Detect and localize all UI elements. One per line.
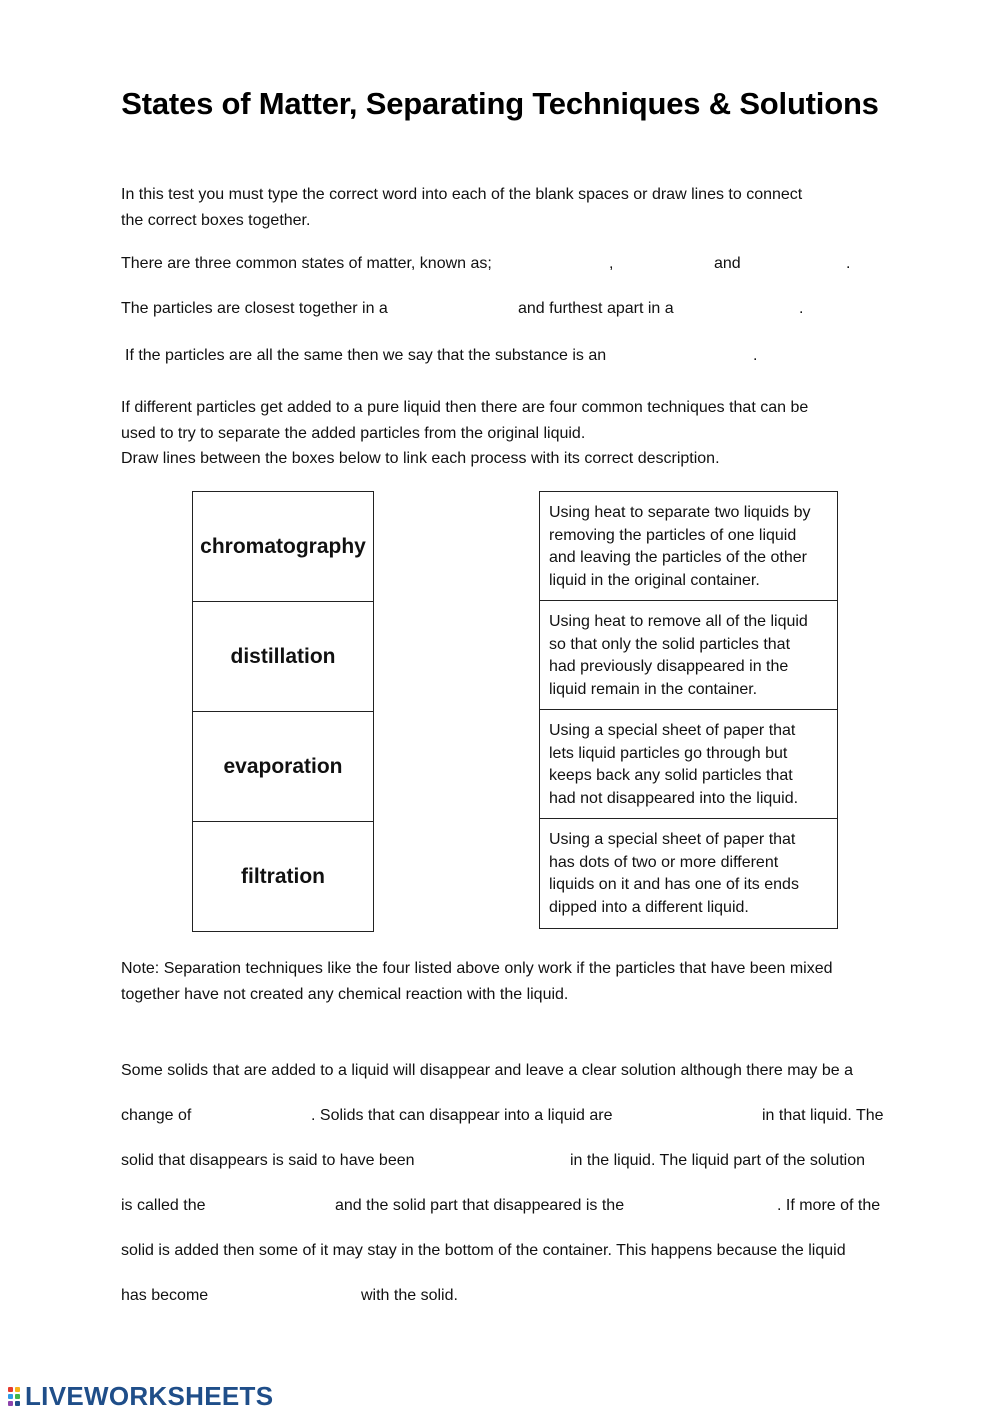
liveworksheets-brand: LIVEWORKSHEETS [25,1381,274,1411]
separation-intro-2: used to try to separate the added particles from the original liquid. [121,425,586,442]
description-line: keeps back any solid particles that [549,767,793,784]
solutions-line-4a: is called the [121,1197,206,1214]
description-line: lets liquid particles go through but [549,744,788,762]
change-of-blank[interactable] [198,1104,312,1130]
term-box-distillation[interactable]: distillation [193,602,373,712]
description-line: had previously disappeared in the [549,658,789,675]
description-box-1[interactable] [540,492,837,601]
solute-blank[interactable] [649,1194,777,1220]
state-blank-2[interactable] [618,252,714,278]
state-blank-1[interactable] [520,252,610,278]
term-box-chromatography[interactable]: chromatography [193,492,373,602]
page-title: States of Matter, Separating Techniques & Solutions [121,86,879,121]
solutions-line-2a: change of [121,1107,192,1124]
solutions-line-2b: . Solids that can disappear into a liquid are [311,1107,613,1124]
term-box-filtration[interactable]: filtration [241,864,325,888]
pure-substance-blank[interactable] [637,344,754,370]
saturated-blank[interactable] [215,1284,359,1310]
description-line: liquid in the original container. [549,571,760,589]
description-line: Using heat to separate two liquids by [549,504,811,521]
description-column [539,491,838,929]
description-box-3[interactable] [540,710,837,819]
q2-text-1: The particles are closest together in a [121,300,388,317]
description-line: dipped into a different liquid. [549,898,749,916]
soluble-blank[interactable] [633,1104,761,1130]
q3-period: . [753,347,758,364]
description-line: Using heat to remove all of the liquid [549,613,808,630]
intro-line-1: In this test you must type the correct word into each of the blank spaces or draw lines to connect [121,186,803,203]
q1-comma: , [609,255,614,272]
description-line: has dots of two or more different [549,853,779,871]
q2-period: . [799,300,804,317]
q1-period: . [846,255,851,272]
description-line: and leaving the particles of the other [549,549,807,566]
description-line: liquid remain in the container. [549,680,758,698]
note-line-1: Note: Separation techniques like the four listed above only work if the particles that have been mixed [121,960,833,977]
solutions-line-2c: in that liquid. The [762,1107,884,1124]
dissolved-blank[interactable] [433,1149,569,1175]
description-line: removing the particles of one liquid [549,526,797,544]
term-box-evaporation[interactable]: evaporation [193,712,373,822]
solutions-line-3a: solid that disappears is said to have been [121,1152,415,1169]
term-column [192,491,374,932]
note-line-2: together have not created any chemical reaction with the liquid. [121,986,569,1003]
furthest-state-blank[interactable] [690,297,800,323]
state-blank-3[interactable] [746,252,851,278]
description-box-4[interactable] [540,819,837,928]
description-box-2[interactable] [540,601,837,710]
solutions-line-6b: with the solid. [361,1287,458,1304]
description-line: had not disappeared into the liquid. [549,789,799,807]
description-line: liquids on it and has one of its ends [549,876,799,893]
separation-intro-3: Draw lines between the boxes below to link each process with its correct description. [121,450,720,467]
q3-text: If the particles are all the same then we say that the substance is an [125,347,607,364]
intro-line-2: the correct boxes together. [121,212,311,229]
solutions-line-4c: . If more of the [777,1197,881,1214]
q1-and: and [714,255,741,272]
description-line: Using a special sheet of paper that [549,722,796,739]
solutions-line-3b: in the liquid. The liquid part of the solution [570,1152,866,1169]
solutions-line-6a: has become [121,1287,209,1304]
description-line: so that only the solid particles that [549,635,791,653]
separation-intro-1: If different particles get added to a pure liquid then there are four common techniques that can be [121,399,809,416]
liveworksheets-mark-icon [8,1385,22,1409]
solutions-line-1: Some solids that are added to a liquid will disappear and leave a clear solution although there may be a [121,1062,854,1079]
solvent-blank[interactable] [214,1194,334,1220]
q1-text: There are three common states of matter, known as; [121,255,492,272]
solutions-line-5: solid is added then some of it may stay in the bottom of the container. This happens because the liquid [121,1242,846,1259]
q2-text-2: and furthest apart in a [518,300,674,317]
liveworksheets-logo [8,1381,273,1412]
closest-state-blank[interactable] [406,297,518,323]
description-line: Using a special sheet of paper that [549,831,796,848]
solutions-line-4b: and the solid part that disappeared is the [335,1197,625,1214]
